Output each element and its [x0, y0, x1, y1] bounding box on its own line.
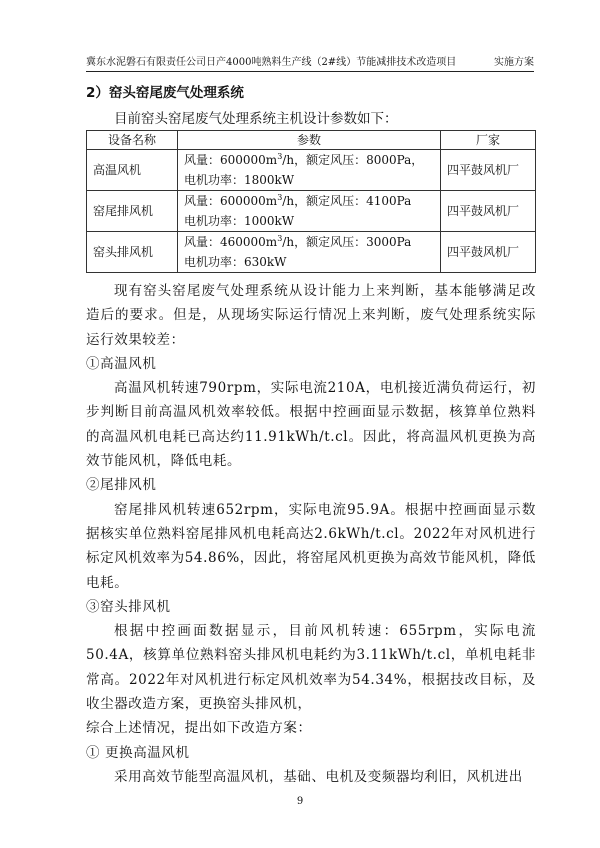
params-line-1 [184, 150, 434, 170]
subheading-head-fan: ③窑头排风机 [86, 598, 171, 615]
params-line-2: 电机功率：630kW [184, 255, 287, 269]
equipment-name: 窑头排风机 [87, 232, 178, 273]
equipment-name: 窑尾排风机 [87, 191, 178, 232]
params-flow: 风量：600000m [184, 194, 278, 208]
equipment-maker: 四平鼓风机厂 [441, 191, 536, 232]
params-line-1 [184, 191, 434, 211]
params-pressure: /h，额定风压：8000Pa， [282, 153, 424, 167]
equipment-maker: 四平鼓风机厂 [441, 232, 536, 273]
table-row [87, 150, 536, 191]
paragraph-tail-fan: 窑尾排风机转速652rpm，实际电流95.9A。根据中控画面显示数据核实单位熟料窑尾排风机电耗高达2.6kWh/t.cl。2022年对风机进行标定风机效率为54.86%，因此，将窑尾风机更换为高效节能风机，降低电耗。 [86, 501, 536, 591]
params-pressure: /h，额定风压：3000Pa [282, 235, 412, 249]
equipment-params [178, 232, 441, 273]
table-row [87, 232, 536, 273]
subheading-high-temp-fan: ①高温风机 [86, 355, 157, 372]
equipment-maker: 四平鼓风机厂 [441, 150, 536, 191]
header-name: 设备名称 [87, 131, 178, 150]
table-caption: 目前窑头窑尾废气处理系统主机设计参数如下： [114, 111, 398, 127]
subheading-replace-high-temp-fan: ① 更换高温风机 [86, 744, 190, 761]
intro-paragraph: 现有窑头窑尾废气处理系统从设计能力上来判断，基本能够满足改造后的要求。但是，从现场实际运行情况上来判断，废气处理系统实际运行效果较差： [86, 283, 536, 348]
params-sup: 3 [277, 193, 283, 202]
paragraph-high-temp-fan: 高温风机转速790rpm，实际电流210A，电机接近满负荷运行，初步判断目前高温风机效率较低。根据中控画面显示数据，核算单位熟料的高温风机电耗已高达约11.91kWh/t.cl。因此，将高温风机更换为高效节能风机，降低电耗。 [86, 380, 536, 470]
paragraph-head-fan: 根据中控画面数据显示，目前风机转速：655rpm，实际电流50.4A，核算单位熟料窑头排风机电耗约为3.11kWh/t.cl，单机电耗非常高。2022年对风机进行标定风机效率为54.34%，根据技改目标，及收尘器改造方案，更换窑头排风机， [86, 623, 536, 713]
header-params: 参数 [178, 131, 441, 150]
page-content [86, 84, 536, 789]
header-project: 冀东水泥磐石有限责任公司日产4000吨熟料生产线（2#线）节能减排技术改造项目 [86, 57, 457, 68]
equipment-table [86, 130, 536, 273]
equipment-params [178, 191, 441, 232]
subheading-tail-fan: ②尾排风机 [86, 477, 157, 494]
table-row [87, 191, 536, 232]
header-doc-type: 实施方案 [494, 57, 534, 68]
params-line-2: 电机功率：1000kW [184, 214, 295, 228]
section-title: 2）窑头窑尾废气处理系统 [86, 85, 244, 101]
params-line-1 [184, 232, 434, 252]
page-header [86, 50, 534, 72]
equipment-params [178, 150, 441, 191]
params-flow: 风量：600000m [184, 153, 278, 167]
paragraph-replace-high-temp-fan: 采用高效节能型高温风机，基础、电机及变频器均利旧，风机进出 [114, 768, 523, 785]
params-pressure: /h，额定风压：4100Pa [282, 194, 412, 208]
equipment-name: 高温风机 [87, 150, 178, 191]
summary-paragraph: 综合上述情况，提出如下改造方案： [86, 720, 312, 737]
table-header-row [87, 131, 536, 150]
page-number: 9 [296, 796, 304, 807]
params-flow: 风量：460000m [184, 235, 278, 249]
header-maker: 厂家 [441, 131, 536, 150]
params-sup: 3 [277, 234, 283, 243]
params-line-2: 电机功率：1800kW [184, 173, 295, 187]
params-sup: 3 [277, 152, 283, 161]
